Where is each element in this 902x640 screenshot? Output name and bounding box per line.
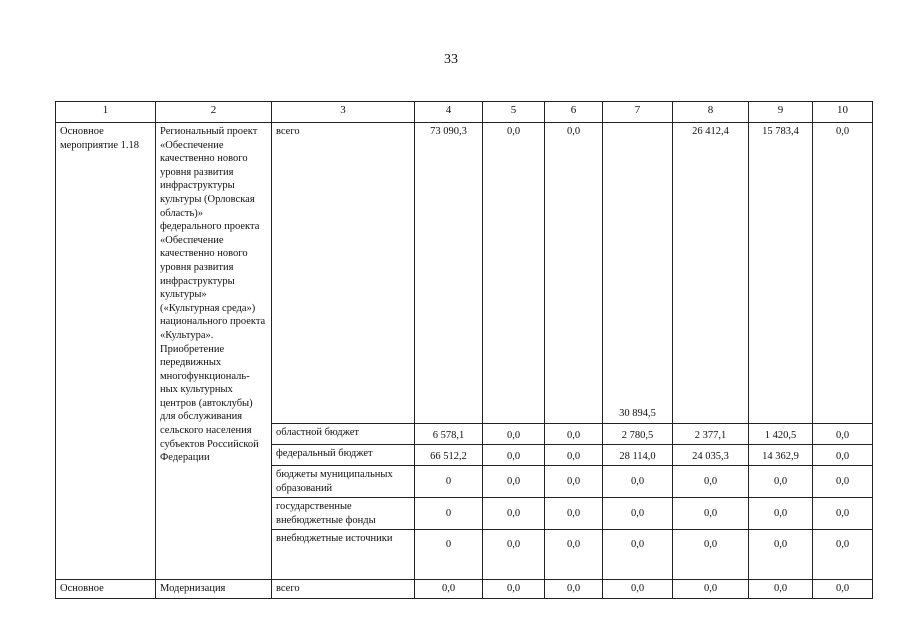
source-name: всего (272, 580, 415, 599)
value-cell: 1 420,5 (749, 424, 813, 445)
value-cell: 0,0 (483, 498, 545, 530)
value-cell: 0 (415, 498, 483, 530)
header-cell: 8 (673, 102, 749, 123)
value-cell: 0,0 (603, 530, 673, 580)
value-cell: 0,0 (483, 530, 545, 580)
value-cell: 0,0 (483, 445, 545, 466)
value-cell: 0,0 (483, 123, 545, 424)
value-cell: 0,0 (813, 580, 873, 599)
source-name: бюджеты муниципальных образований (272, 466, 415, 498)
header-cell: 4 (415, 102, 483, 123)
value-cell: 26 412,4 (673, 123, 749, 424)
value-cell: 0,0 (545, 445, 603, 466)
value-cell: 0,0 (749, 530, 813, 580)
value-cell: 0,0 (545, 123, 603, 424)
value-cell: 0,0 (483, 466, 545, 498)
value-cell: 66 512,2 (415, 445, 483, 466)
header-cell: 9 (749, 102, 813, 123)
value-cell: 28 114,0 (603, 445, 673, 466)
header-cell: 1 (56, 102, 156, 123)
value-cell: 73 090,3 (415, 123, 483, 424)
activity-code: Основное мероприятие 1.18 (56, 123, 156, 580)
value-cell: 0,0 (545, 466, 603, 498)
value-cell: 15 783,4 (749, 123, 813, 424)
header-cell: 7 (603, 102, 673, 123)
value-cell: 0,0 (415, 580, 483, 599)
value-cell: 0,0 (483, 580, 545, 599)
source-name: областной бюджет (272, 424, 415, 445)
header-cell: 2 (156, 102, 272, 123)
value-cell: 0 (415, 466, 483, 498)
value-cell: 0,0 (545, 498, 603, 530)
value-cell: 0,0 (673, 530, 749, 580)
value-cell: 0,0 (813, 530, 873, 580)
header-cell: 10 (813, 102, 873, 123)
value-cell: 6 578,1 (415, 424, 483, 445)
value-cell: 0,0 (749, 466, 813, 498)
page-number: 33 (444, 52, 458, 67)
value-cell: 0,0 (545, 530, 603, 580)
activity-code: Основное (56, 580, 156, 599)
header-row (56, 102, 873, 123)
value-cell: 0,0 (813, 498, 873, 530)
value-cell: 0,0 (813, 123, 873, 424)
activity-description: Региональный проект «Обеспечение качественно нового уровня развития инфраструктуры культуры (Орловская область)» федерального проекта «Обеспечение качественно нового уровня развития инфраструктуры культуры» («Культурная среда») национального проекта «Культура». Приобретение передвижных многофункциональ-ных культурных центров (автоклубы) для обслуживания сельского населения субъектов Российской Федерации (156, 123, 272, 580)
value-cell: 0 (415, 530, 483, 580)
source-name: государственные внебюджетные фонды (272, 498, 415, 530)
header-cell: 6 (545, 102, 603, 123)
value-cell: 0,0 (673, 466, 749, 498)
header-cell: 3 (272, 102, 415, 123)
value-cell: 0,0 (483, 424, 545, 445)
value-cell: 0,0 (603, 580, 673, 599)
value-cell: 0,0 (603, 466, 673, 498)
value-cell: 0,0 (813, 466, 873, 498)
value-cell: 0,0 (545, 580, 603, 599)
value-cell: 0,0 (749, 580, 813, 599)
value-cell: 14 362,9 (749, 445, 813, 466)
value-cell: 0,0 (813, 445, 873, 466)
value-cell: 0,0 (749, 498, 813, 530)
value-cell: 30 894,5 (603, 123, 673, 424)
table-row (56, 123, 873, 424)
value-cell: 0,0 (545, 424, 603, 445)
value-cell: 0,0 (673, 580, 749, 599)
source-name: федеральный бюджет (272, 445, 415, 466)
source-name: всего (272, 123, 415, 424)
activity-description: Модернизация (156, 580, 272, 599)
value-cell: 2 377,1 (673, 424, 749, 445)
table-row (56, 580, 873, 599)
value-cell: 24 035,3 (673, 445, 749, 466)
value-cell: 0,0 (603, 498, 673, 530)
budget-table (55, 101, 873, 599)
value-cell: 0,0 (673, 498, 749, 530)
value-cell: 0,0 (813, 424, 873, 445)
source-name: внебюджетные источники (272, 530, 415, 580)
header-cell: 5 (483, 102, 545, 123)
value-cell: 2 780,5 (603, 424, 673, 445)
